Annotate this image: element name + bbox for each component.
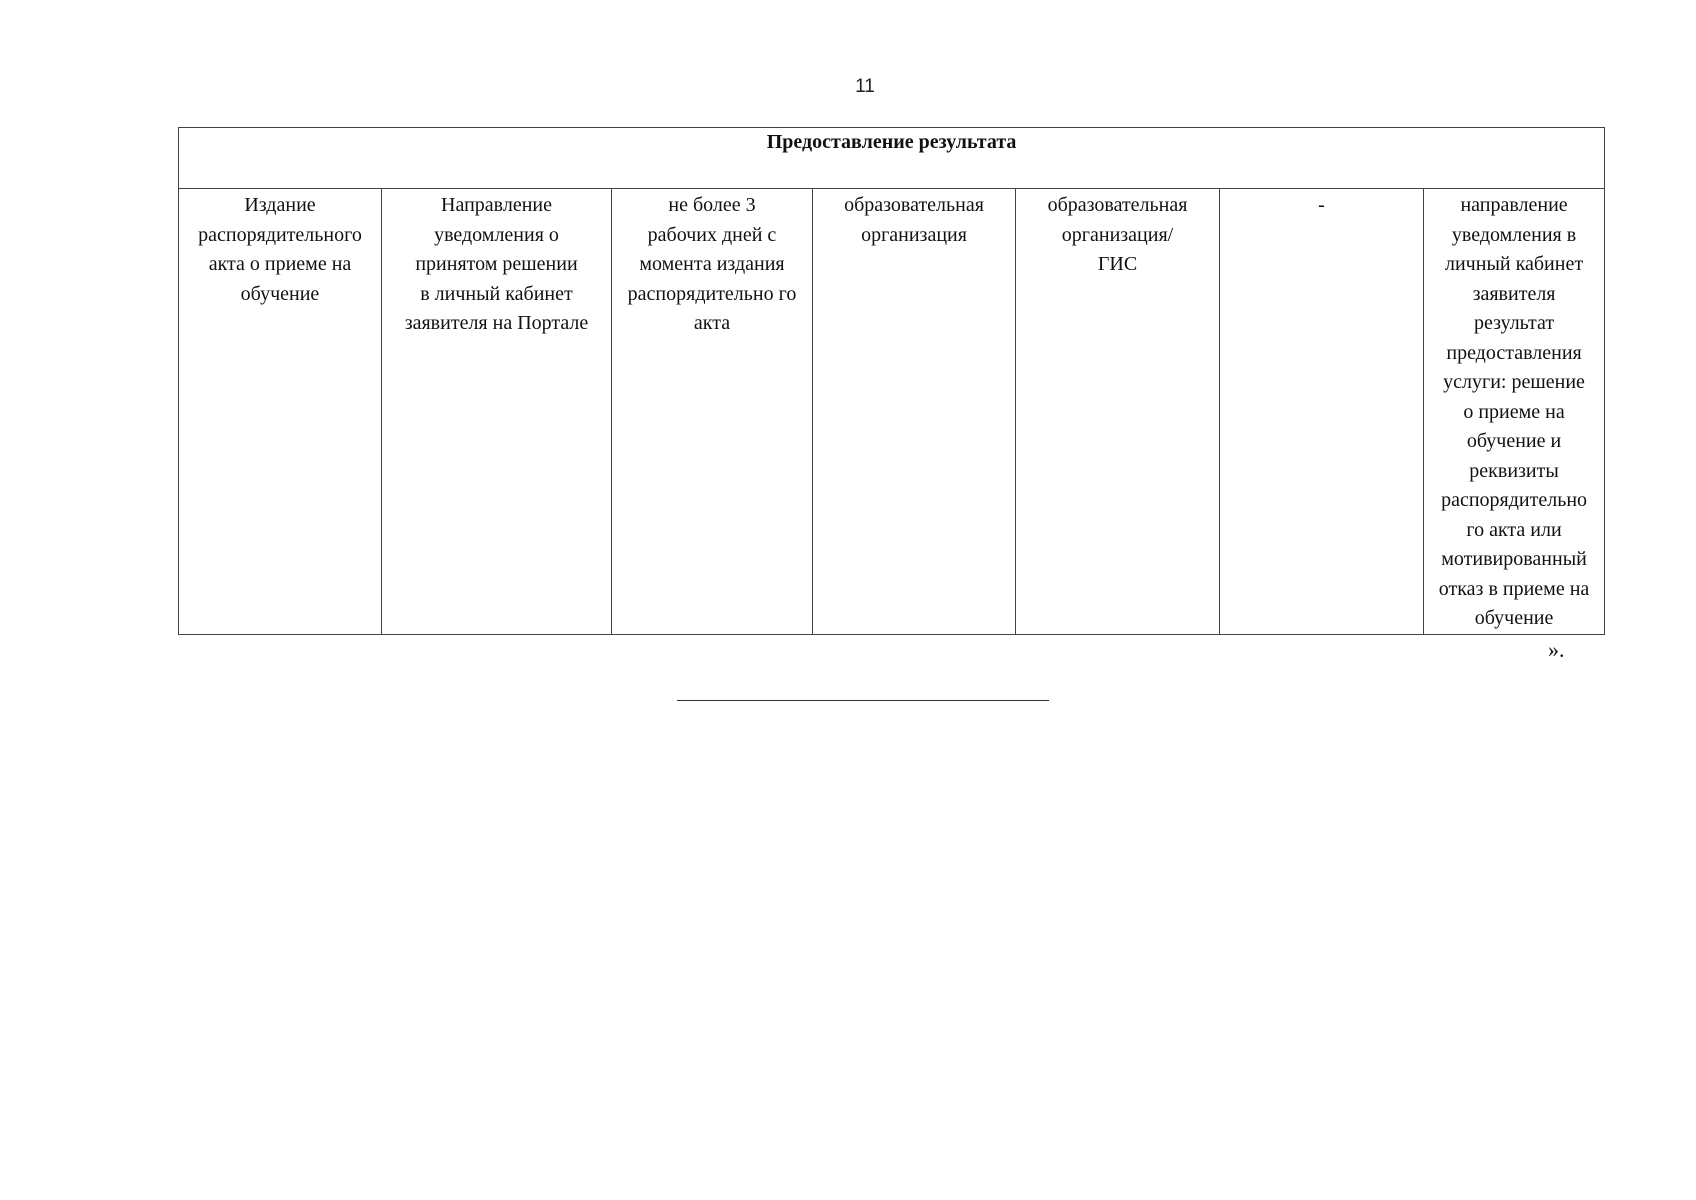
table-cell-result: направление уведомления в личный кабинет заявителя результат предоставления услуги: решение о приеме на обучение и реквизиты распорядительно го акта или мотивированный отказ в приеме на обучение	[1424, 189, 1605, 635]
table-row	[179, 189, 1605, 635]
section-header: Предоставление результата	[179, 128, 1605, 189]
page-number: 11	[855, 76, 875, 97]
table-cell-place: образовательная организация/ ГИС	[1016, 189, 1220, 635]
closing-quote: ».	[1548, 637, 1565, 662]
table-cell-duration: не более 3 рабочих дней с момента издания распорядительно го акта	[612, 189, 813, 635]
table-cell-content: Направление уведомления о принятом решении в личный кабинет заявителя на Портале	[382, 189, 612, 635]
table-cell-action: Издание распорядительного акта о приеме на обучение	[179, 189, 382, 635]
table-cell-responsible: образовательная организация	[813, 189, 1016, 635]
section-header-row	[179, 128, 1605, 189]
table-cell-criteria: -	[1220, 189, 1424, 635]
separator-line	[677, 700, 1049, 701]
procedure-table	[178, 127, 1605, 635]
